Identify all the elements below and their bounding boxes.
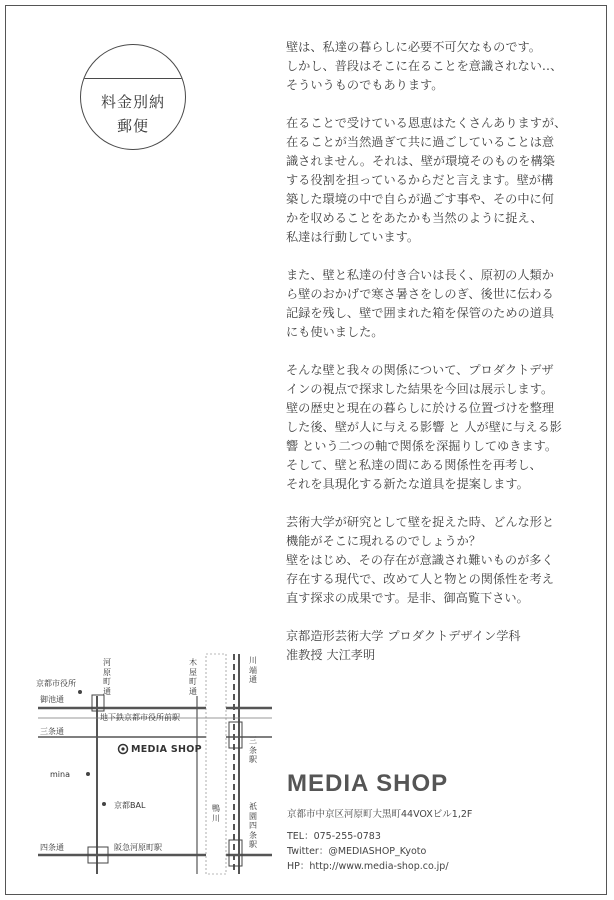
text-line: した後、壁が人に与える影響 と 人が壁に与える影 — [286, 420, 562, 434]
text-line: 壁の歴史と現在の暮らしに於ける位置づけを整理 — [286, 401, 555, 415]
map-label-kawabata: 川端通 — [249, 656, 257, 684]
shop-address: 京都市中京区河原町大黒町44VOXビル1,2F — [287, 809, 473, 820]
map-label-shijo: 四条通 — [40, 843, 64, 852]
text-line: しかし、普段はそこに在ることを意識されない‥、 — [286, 59, 563, 73]
postage-stamp-circle — [80, 44, 186, 150]
text-line: そういうものでもあります。 — [286, 78, 444, 92]
map-label-subway: 地下鉄京都市役所前駅 — [100, 713, 180, 722]
stamp-line-2: 郵便 — [116, 117, 149, 135]
shop-twitter: Twitter：@MEDIASHOP_Kyoto — [287, 846, 427, 857]
paragraph — [286, 513, 586, 608]
station-box — [229, 840, 242, 866]
text-line: インの視点で探求した結果を今回は展示します。 — [286, 382, 554, 396]
map-label-gion-shijo: 祇園四条駅 — [249, 802, 257, 849]
map-label-kiyamachi: 木屋町通 — [189, 658, 197, 696]
text-line: それを具現化する新たな道具を提案します。 — [286, 477, 529, 491]
shop-marker-dot — [121, 747, 124, 750]
map-label-shop: MEDIA SHOP — [131, 744, 202, 755]
shop-brand: MEDIA SHOP — [287, 770, 449, 797]
map-label-mina: mina — [50, 770, 70, 779]
text-line: 記録を残し、壁で囲まれた箱を保管のための道具 — [286, 306, 555, 320]
city-hall-dot — [78, 690, 82, 694]
text-line: そして、壁と私達の間にある関係性を再考し、 — [286, 458, 542, 472]
text-line: 在ることが当然過ぎて共に過ごしていることは意 — [286, 135, 555, 149]
text-line: 直す探求の成果です。是非、御高覧下さい。 — [286, 591, 529, 605]
access-map — [36, 652, 276, 878]
map-label-hankyu: 阪急河原町駅 — [114, 843, 162, 852]
text-line: 私達は行動しています。 — [286, 230, 420, 244]
text-line: 機能がそこに現れるのでしょうか？ — [286, 534, 481, 548]
signature-school: 京都造形芸術大学 プロダクトデザイン学科 — [286, 629, 521, 643]
mina-dot — [86, 772, 90, 776]
map-label-sanjo-station: 三条駅 — [249, 736, 257, 764]
map-label-oike: 御池通 — [40, 695, 64, 704]
text-line: 壁をはじめ、その存在が意識され難いものが多く — [286, 553, 554, 567]
text-line: 在ることで受けている恩恵はたくさんありますが、 — [286, 116, 567, 130]
map-label-kawaramachi: 河原町通 — [103, 658, 111, 696]
bal-dot — [102, 802, 106, 806]
text-line: また、壁と私達の付き合いは長く、原初の人類か — [286, 268, 554, 282]
paragraph — [286, 361, 586, 494]
text-line: ら壁のおかげで寒さ暑さをしのぎ、後世に伝わる — [286, 287, 554, 301]
map-label-kamogawa: 鴨川 — [212, 804, 220, 823]
paragraph — [286, 266, 586, 342]
text-line: 存在する現代で、改めて人と物との関係性を考え — [286, 572, 554, 586]
text-line: そんな壁と我々の関係について、プロダクトデザ — [286, 363, 554, 377]
text-line: かを収めることをあたかも当然のように捉え、 — [286, 211, 543, 225]
map-label-sanjo: 三条通 — [40, 727, 64, 736]
text-line: 築した環境の中で自らが過ごす事や、その中に何 — [286, 192, 554, 206]
stamp-divider — [81, 78, 185, 79]
statement-text — [286, 38, 586, 665]
shop-tel: TEL：075-255-0783 — [287, 831, 381, 842]
text-line: 響 という二つの軸で関係を深掘りしてゆきます。 — [286, 439, 558, 453]
text-line: 識されません。それは、壁が環境そのものを構築 — [286, 154, 555, 168]
text-line: 壁は、私達の暮らしに必要不可欠なものです。 — [286, 40, 541, 54]
paragraph — [286, 38, 586, 95]
paragraph — [286, 114, 586, 247]
shop-homepage: HP：http://www.media-shop.co.jp/ — [287, 861, 449, 872]
map-label-bal: 京都BAL — [114, 801, 146, 810]
signature — [286, 627, 586, 665]
stamp-line-1: 料金別納 — [100, 93, 165, 111]
map-label-city-hall: 京都市役所 — [36, 679, 76, 688]
text-line: 芸術大学が研究として壁を捉えた時、どんな形と — [286, 515, 555, 529]
signature-name: 准教授 大江孝明 — [286, 648, 376, 662]
text-line: にも使いました。 — [286, 325, 384, 339]
kamo-river — [206, 654, 226, 874]
station-box — [229, 722, 242, 748]
text-line: する役割を担っているからだと言えます。壁が構 — [286, 173, 554, 187]
